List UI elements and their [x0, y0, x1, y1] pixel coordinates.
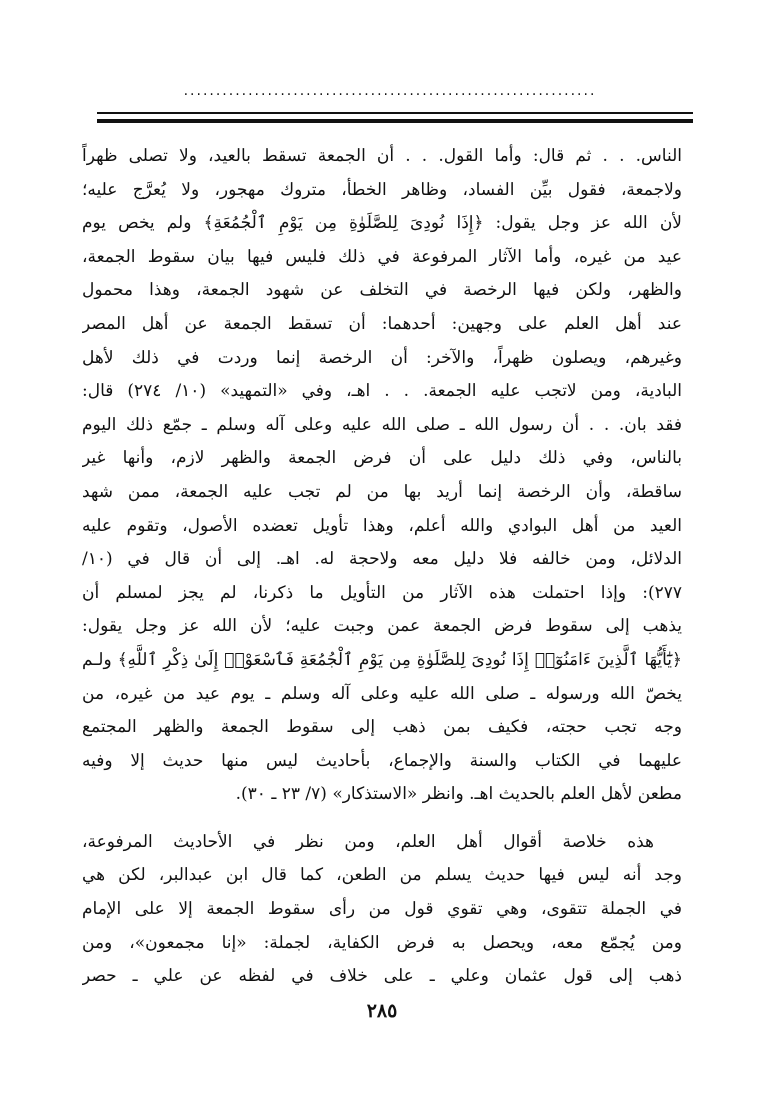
main-text [82, 140, 682, 994]
text-line: لأن الله عز وجل يقول: ﴿إِذَا نُودِىَ لِلصَّلَوٰةِ مِن يَوْمِ ٱلْجُمُعَةِ﴾ ولم يخص يوم [82, 213, 682, 234]
paragraph-1 [82, 140, 682, 812]
paragraph-gap [82, 812, 682, 826]
text-line: الدلائل، ومن خالفه فلا دليل معه ولاحجة له. اهـ. إلى أن قال في (١٠/ [82, 549, 682, 570]
text-line: ولاجمعة، فقول بيِّن الفساد، وظاهر الخطأ، متروك مهجور، ولا يُعرَّج عليه؛ [82, 179, 682, 200]
quran-verse-line: ﴿يَٰٓأَيُّهَا ٱلَّذِينَ ءَامَنُوٓا۟ إِذَا نُودِىَ لِلصَّلَوٰةِ مِن يَوْمِ ٱلْجُمُعَةِ فَٱسْعَوْا۟ إِلَىٰ ذِكْرِ ٱللَّهِ﴾ ولـم [82, 649, 682, 670]
text-line: العيد من أهل البوادي والله أعلم، وهذا تأويل تعضده الأصول، وتقوم عليه [82, 515, 682, 536]
text-line: يخصّ الله ورسوله ـ صلى الله عليه وعلى آله وسلم ـ يوم عيد من غيره، من [82, 683, 682, 704]
text-line: ساقطة، وأن الرخصة إنما أريد بها من لم تجب عليه الجمعة، ممن شهد [82, 481, 682, 502]
text-line: مطعن لأهل العلم بالحديث اهـ. وانظر «الاستذكار» (٧/ ٢٣ ـ ٣٠). [235, 784, 682, 805]
page-number: ٢٨٥ [366, 1000, 398, 1022]
text-line: عند أهل العلم على وجهين: أحدهما: أن تسقط الجمعة عن أهل المصر [82, 313, 682, 334]
text-line: ٢٧٧): وإذا احتملت هذه الآثار من التأويل ما ذكرنا، لم يجز لمسلم أن [82, 582, 682, 603]
header-rule-thick [97, 119, 693, 123]
text-line: والظهر، ولكن فيها الرخصة في التخلف عن شهود الجمعة، وهذا محمول [82, 280, 682, 301]
text-line: البادية، ومن لاتجب عليه الجمعة. . . اهـ، وفي «التمهيد» (١٠/ ٢٧٤) قال: [82, 381, 682, 402]
text-line: فقد بان. . . أن رسول الله ـ صلى الله عليه وعلى آله وسلم ـ جمّع ذلك اليوم [82, 414, 682, 435]
text-line: ومن يُجمّع معه، ويحصل به فرض الكفاية، لجملة: «إنا مجمعون»، ومن [82, 932, 682, 953]
text-line: في الجملة تتقوى، وهي تقوي قول من رأى سقوط الجمعة إلا على الإمام [82, 899, 682, 920]
text-line: عيد من غيره، وأما الآثار المرفوعة في ذلك فليس فيها بيان سقوط الجمعة، [82, 246, 682, 267]
text-line: بالناس، وفي ذلك دليل على أن فرض الجمعة والظهر لازم، وأنها غير [82, 448, 682, 469]
text-line: وجه تجب حجته، فكيف بمن ذهب إلى سقوط الجمعة والظهر المجتمع [82, 717, 682, 738]
text-line: الناس. . . ثم قال: وأما القول. . . أن الجمعة تسقط بالعيد، ولا تصلى ظهراً [82, 146, 682, 166]
text-line: وغيرهم، ويصلون ظهراً، والآخر: أن الرخصة إنما وردت في ذلك لأهل [82, 347, 682, 368]
text-line: هذه خلاصة أقوال أهل العلم، ومن نظر في الأحاديث المرفوعة، [82, 831, 654, 852]
text-line: ذهب إلى قول عثمان وعلي ـ على خلاف في لفظه عن علي ـ حصر [82, 966, 682, 987]
text-line: وجد أنه ليس فيها حديث يسلم من الطعن، كما قال ابن عبدالبر، لكن هي [82, 865, 682, 886]
text-line: يذهب إلى سقوط فرض الجمعة عمن وجبت عليه؛ لأن الله عز وجل يقول: [82, 616, 682, 637]
text-line: عليهما في الكتاب والسنة والإجماع، بأحاديث ليس منها حديث إلا وفيه [82, 750, 682, 771]
header-rule-thin [97, 112, 693, 114]
header-dotted-line: ................................................................ [183, 84, 597, 98]
paragraph-2 [82, 826, 682, 994]
